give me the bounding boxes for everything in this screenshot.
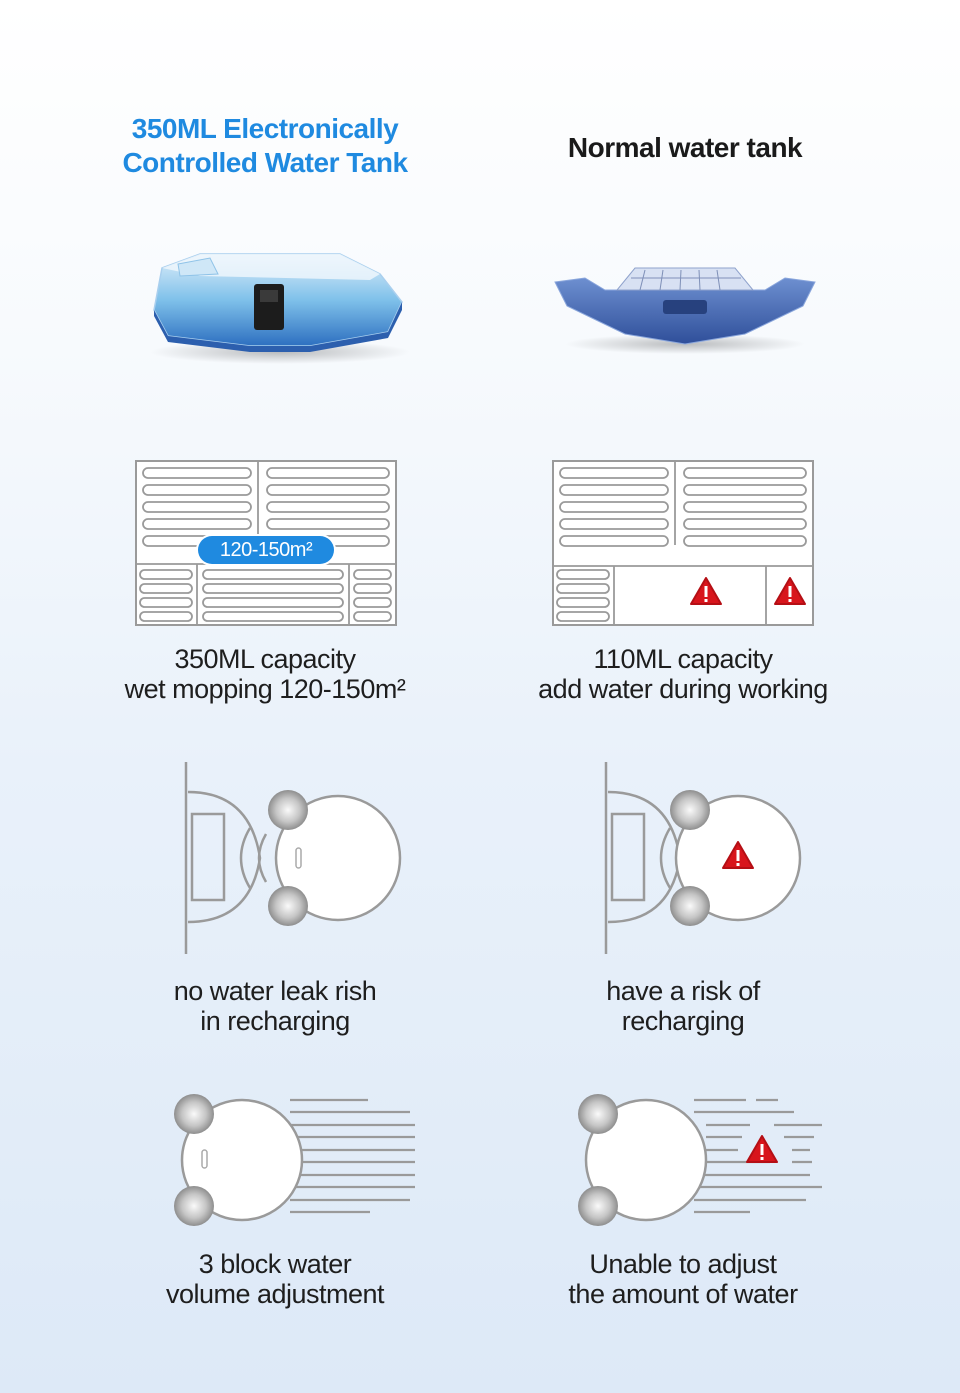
side-brush-icon — [578, 1186, 618, 1226]
side-brush-icon — [578, 1094, 618, 1134]
electronic-water-tank-image — [140, 240, 420, 370]
recharge-caption-right-line2: recharging — [621, 1006, 745, 1036]
recharge-caption-right — [478, 976, 888, 1036]
recharge-caption-left — [70, 976, 480, 1036]
side-brush-icon — [174, 1186, 214, 1226]
capacity-caption-right-line1: 110ML capacity — [593, 644, 773, 674]
side-brush-icon — [174, 1094, 214, 1134]
side-brush-icon — [670, 790, 710, 830]
recharge-caption-left-line1: no water leak rish — [173, 976, 377, 1006]
capacity-caption-left-line2: wet mopping 120-150m² — [124, 674, 406, 704]
volume-caption-left-line2: volume adjustment — [165, 1279, 385, 1309]
warning-icon — [747, 1136, 777, 1162]
volume-caption-left — [70, 1249, 480, 1309]
normal-water-tank-image — [545, 250, 825, 360]
risky-recharge-diagram — [600, 762, 830, 956]
recharge-caption-left-line2: in recharging — [200, 1006, 350, 1036]
volume-caption-right-line1: Unable to adjust — [589, 1249, 777, 1279]
electronic-tank-title — [60, 112, 470, 180]
safe-recharge-diagram — [180, 762, 410, 956]
coverage-area-badge: 120-150m² — [198, 536, 334, 564]
adjustable-water-volume-diagram — [170, 1092, 425, 1232]
side-brush-icon — [268, 790, 308, 830]
small-mop-coverage-diagram — [552, 460, 814, 626]
side-brush-icon — [268, 886, 308, 926]
volume-caption-left-line1: 3 block water — [198, 1249, 352, 1279]
capacity-caption-right-line2: add water during working — [538, 674, 828, 704]
capacity-caption-right — [478, 644, 888, 704]
recharge-caption-right-line1: have a risk of — [606, 976, 760, 1006]
volume-caption-right-line2: the amount of water — [568, 1279, 798, 1309]
capacity-caption-left-line1: 350ML capacity — [174, 644, 356, 674]
volume-caption-right — [478, 1249, 888, 1309]
side-brush-icon — [670, 886, 710, 926]
normal-tank-title: Normal water tank — [567, 132, 803, 163]
electronic-tank-title-line2: Controlled Water Tank — [122, 147, 408, 178]
electronic-tank-title-line1: 350ML Electronically — [131, 113, 399, 144]
capacity-caption-left — [60, 644, 470, 704]
fixed-water-volume-diagram — [574, 1092, 829, 1232]
